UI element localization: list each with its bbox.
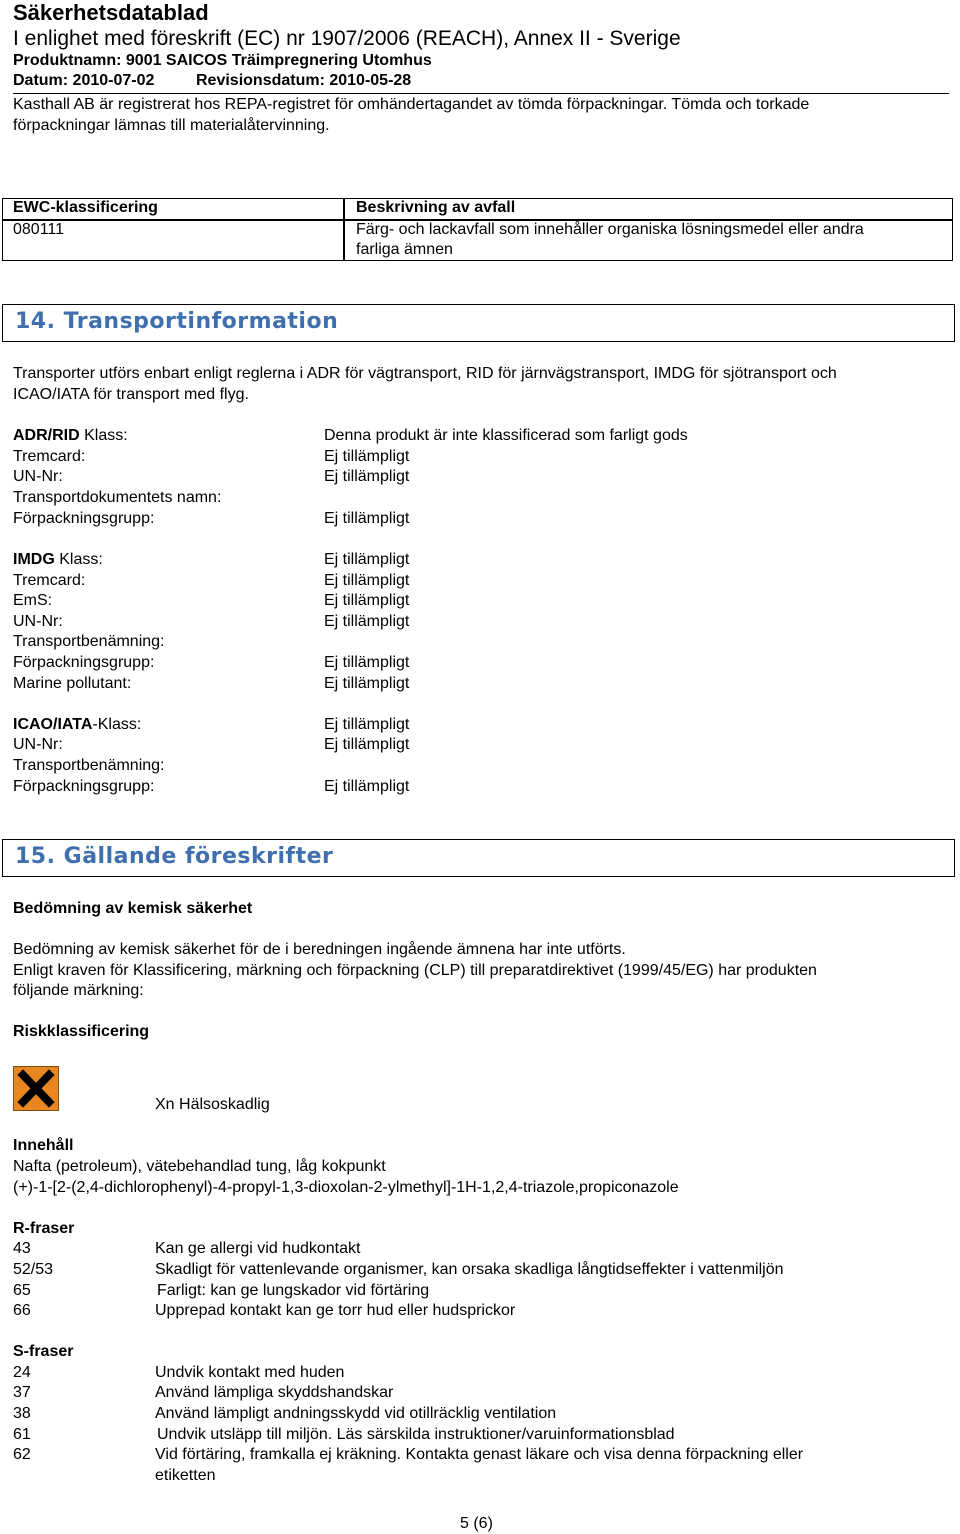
r-phrase-code: 65 xyxy=(13,1282,31,1299)
r-phrase-code: 43 xyxy=(13,1240,31,1257)
imdg-un-label: UN-Nr: xyxy=(13,613,63,630)
s-phrase-text: Undvik utsläpp till miljön. Läs särskilda instruktioner/varuinformationsblad xyxy=(157,1426,675,1443)
adr-tremcard-label: Tremcard: xyxy=(13,448,86,465)
imdg-marine-label: Marine pollutant: xyxy=(13,675,132,692)
s-phrase-code: 24 xyxy=(13,1364,31,1381)
icao-un-label: UN-Nr: xyxy=(13,736,63,753)
ewc-description-line-1: Färg- och lackavfall som innehåller organiska lösningsmedel eller andra xyxy=(356,221,864,238)
adr-tremcard-value: Ej tillämpligt xyxy=(324,448,410,465)
imdg-ems-value: Ej tillämpligt xyxy=(324,592,410,609)
section-14-header xyxy=(2,304,955,342)
imdg-group-label: Förpackningsgrupp: xyxy=(13,654,155,671)
content-line-1: Nafta (petroleum), vätebehandlad tung, låg kokpunkt xyxy=(13,1158,386,1175)
product-name: Produktnamn: 9001 SAICOS Träimpregnering Utomhus xyxy=(13,52,432,69)
s-phrase-text: Undvik kontakt med huden xyxy=(155,1364,345,1381)
s-phrase-text: Vid förtäring, framkalla ej kräkning. Kontakta genast läkare och visa denna förpackning eller xyxy=(155,1446,804,1463)
s-phrase-code: 38 xyxy=(13,1405,31,1422)
icao-group-value: Ej tillämpligt xyxy=(324,778,410,795)
header-divider xyxy=(13,93,949,94)
r-phrase-code: 52/53 xyxy=(13,1261,54,1278)
section-15-header xyxy=(2,839,955,877)
ewc-header-description: Beskrivning av avfall xyxy=(356,199,516,216)
s-phrase-text-continued: etiketten xyxy=(155,1467,216,1484)
document-title: Säkerhetsdatablad xyxy=(13,0,209,25)
r-phrase-text: Upprepad kontakt kan ge torr hud eller hudsprickor xyxy=(155,1302,516,1319)
content-heading: Innehåll xyxy=(13,1137,74,1154)
imdg-tremcard-value: Ej tillämpligt xyxy=(324,572,410,589)
ewc-header-classification: EWC-klassificering xyxy=(13,199,158,216)
r-phrase-text: Kan ge allergi vid hudkontakt xyxy=(155,1240,361,1257)
adr-un-label: UN-Nr: xyxy=(13,468,63,485)
revision-date: Revisionsdatum: 2010-05-28 xyxy=(196,72,412,89)
section-14-title: 14. Transportinformation xyxy=(15,309,339,334)
icao-group-label: Förpackningsgrupp: xyxy=(13,778,155,795)
intro-line-1: Kasthall AB är registrerat hos REPA-registret för omhändertagandet av tömda förpackningar. Tömda och torkade xyxy=(13,96,810,113)
icao-klass-label: ICAO/IATA-Klass: xyxy=(13,716,142,733)
transport-intro-line-2: ICAO/IATA för transport med flyg. xyxy=(13,386,249,403)
adr-un-value: Ej tillämpligt xyxy=(324,468,410,485)
adr-klass-label: ADR/RID Klass: xyxy=(13,427,128,444)
transport-intro-line-1: Transporter utförs enbart enligt reglerna i ADR för vägtransport, RID för järnvägstransport, IMDG för sjötransport och xyxy=(13,365,837,382)
adr-group-label: Förpackningsgrupp: xyxy=(13,510,155,527)
ewc-table xyxy=(2,198,953,261)
risk-classification-heading: Riskklassificering xyxy=(13,1023,150,1040)
ewc-description-line-2: farliga ämnen xyxy=(356,241,453,258)
assessment-text: Bedömning av kemisk säkerhet för de i beredningen ingående ämnena har inte utförts. xyxy=(13,941,626,958)
imdg-group-value: Ej tillämpligt xyxy=(324,654,410,671)
s-phrase-code: 62 xyxy=(13,1446,31,1463)
adr-klass-value: Denna produkt är inte klassificerad som farligt gods xyxy=(324,427,688,444)
content-line-2: (+)-1-[2-(2,4-dichlorophenyl)-4-propyl-1,3-dioxolan-2-ylmethyl]-1H-1,2,4-triazole,propiconazole xyxy=(13,1179,679,1196)
r-phrase-text: Skadligt för vattenlevande organismer, kan orsaka skadliga långtidseffekter i vattenmiljön xyxy=(155,1261,784,1278)
adr-docname-label: Transportdokumentets namn: xyxy=(13,489,222,506)
harmful-x-icon xyxy=(13,1066,59,1111)
imdg-transportname-label: Transportbenämning: xyxy=(13,633,165,650)
imdg-un-value: Ej tillämpligt xyxy=(324,613,410,630)
document-subtitle: I enlighet med föreskrift (EC) nr 1907/2006 (REACH), Annex II - Sverige xyxy=(13,27,681,50)
clp-text-line-2: följande märkning: xyxy=(13,982,144,999)
ewc-code: 080111 xyxy=(13,221,65,238)
r-phrase-text: Farligt: kan ge lungskador vid förtäring xyxy=(157,1282,430,1299)
imdg-tremcard-label: Tremcard: xyxy=(13,572,86,589)
assessment-heading: Bedömning av kemisk säkerhet xyxy=(13,900,253,917)
imdg-klass-value: Ej tillämpligt xyxy=(324,551,410,568)
s-phrase-code: 37 xyxy=(13,1384,31,1401)
icao-transportname-label: Transportbenämning: xyxy=(13,757,165,774)
r-phrase-code: 66 xyxy=(13,1302,31,1319)
icao-klass-value: Ej tillämpligt xyxy=(324,716,410,733)
clp-text-line-1: Enligt kraven för Klassificering, märkning och förpackning (CLP) till preparatdirektivet (1999/45/EG) har produkten xyxy=(13,962,817,979)
intro-line-2: förpackningar lämnas till materialåtervinning. xyxy=(13,117,330,134)
page-number: 5 (6) xyxy=(460,1515,493,1532)
section-15-title: 15. Gällande föreskrifter xyxy=(15,844,334,869)
s-phrases-heading: S-fraser xyxy=(13,1343,74,1360)
s-phrase-text: Använd lämpligt andningsskydd vid otillräcklig ventilation xyxy=(155,1405,557,1422)
imdg-ems-label: EmS: xyxy=(13,592,53,609)
adr-group-value: Ej tillämpligt xyxy=(324,510,410,527)
imdg-marine-value: Ej tillämpligt xyxy=(324,675,410,692)
s-phrase-code: 61 xyxy=(13,1426,31,1443)
document-date: Datum: 2010-07-02 xyxy=(13,72,155,89)
hazard-label: Xn Hälsoskadlig xyxy=(155,1096,270,1113)
s-phrase-text: Använd lämpliga skyddshandskar xyxy=(155,1384,394,1401)
icao-un-value: Ej tillämpligt xyxy=(324,736,410,753)
r-phrases-heading: R-fraser xyxy=(13,1220,75,1237)
imdg-klass-label: IMDG Klass: xyxy=(13,551,103,568)
